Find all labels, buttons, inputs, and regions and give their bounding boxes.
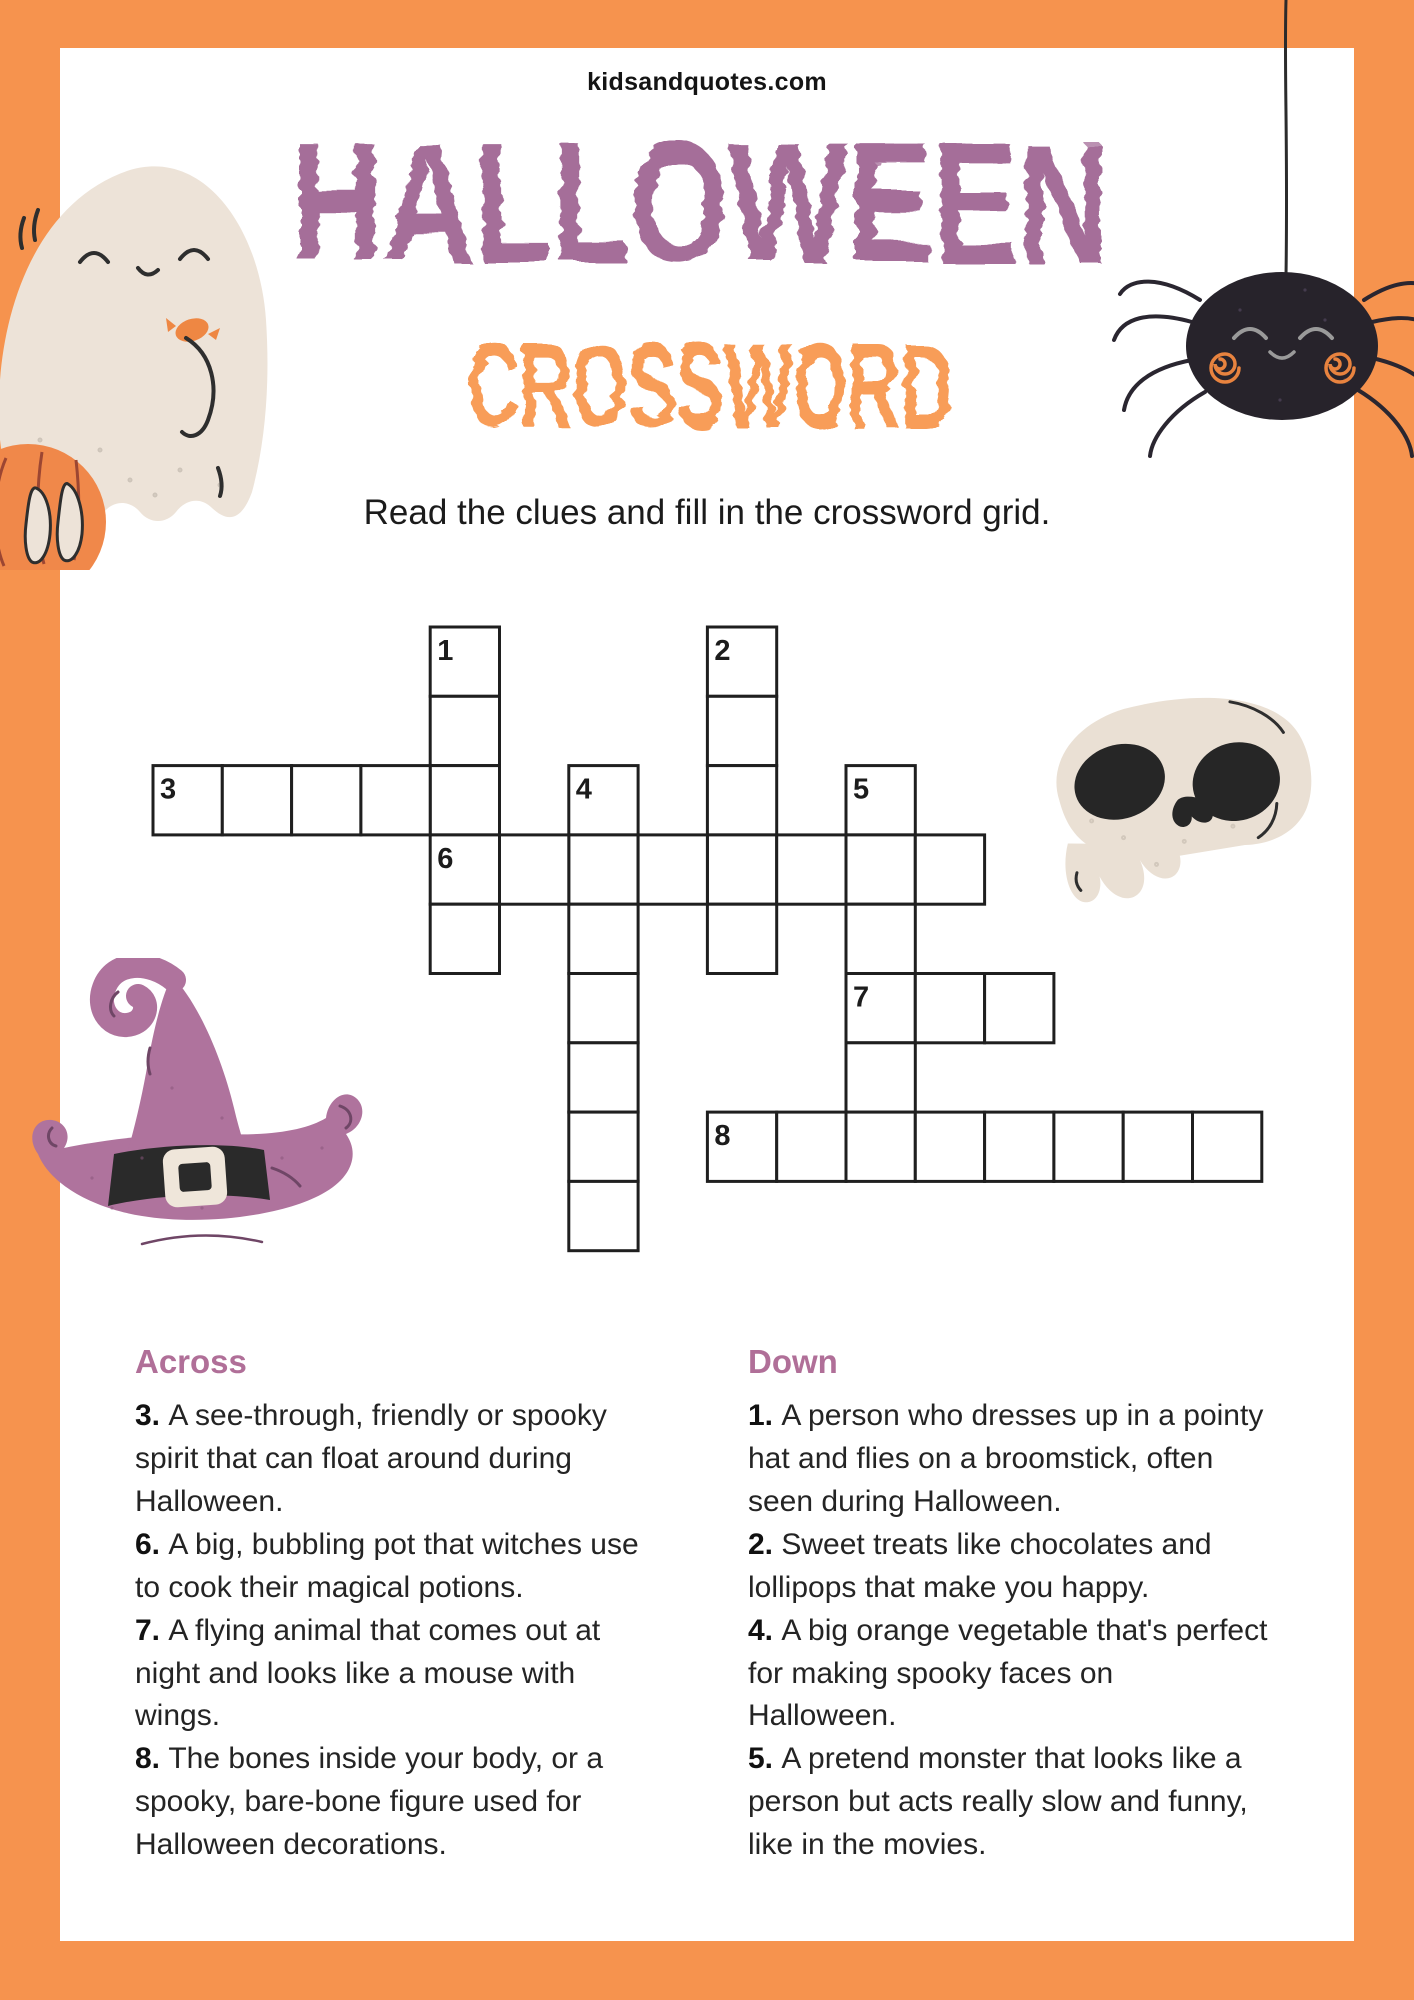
- clue-item: 3. A see-through, friendly or spooky spirit that can float around during Halloween.: [135, 1399, 607, 1518]
- grid-cell: [569, 1112, 638, 1181]
- grid-cell: [569, 904, 638, 973]
- grid-cell: [985, 974, 1054, 1043]
- skull-icon: [1030, 692, 1322, 910]
- down-clues: [748, 1395, 1268, 1867]
- grid-cell: [777, 835, 846, 904]
- grid-cell: [777, 1112, 846, 1181]
- grid-cell: [707, 766, 776, 835]
- witch-hat-icon: [22, 958, 370, 1273]
- grid-cell: [985, 1112, 1054, 1181]
- grid-cell: [846, 1043, 915, 1112]
- grid-cell: [846, 835, 915, 904]
- across-header: Across: [135, 1343, 247, 1380]
- grid-number: 5: [853, 773, 870, 806]
- grid-cell: [430, 766, 499, 835]
- ghost-icon: [0, 140, 290, 570]
- spider-icon: [1100, 0, 1414, 470]
- grid-cell: [569, 835, 638, 904]
- across-clues: [135, 1395, 647, 1867]
- grid-cell: [707, 696, 776, 765]
- grid-number: 6: [437, 842, 454, 875]
- grid-cell: [569, 974, 638, 1043]
- clue-item: 4. A big orange vegetable that's perfect for making spooky faces on Halloween.: [748, 1613, 1268, 1733]
- grid-cell: [915, 1112, 984, 1181]
- grid-cell: [638, 835, 707, 904]
- clue-item: 8. The bones inside your body, or a spooky, bare-bone figure used for Halloween decorations.: [135, 1742, 604, 1862]
- grid-cell: [1123, 1112, 1192, 1181]
- page-subtitle: CROSSWORD: [467, 318, 953, 454]
- grid-cell: [500, 835, 569, 904]
- grid-cell: [707, 904, 776, 973]
- down-header: Down: [748, 1343, 838, 1380]
- grid-cell: [846, 1112, 915, 1181]
- grid-cell: [1054, 1112, 1123, 1181]
- clue-item: 7. A flying animal that comes out at night and looks like a mouse with wings.: [135, 1613, 601, 1733]
- grid-cell: [361, 766, 430, 835]
- grid-number: 2: [714, 635, 731, 667]
- across-section: [135, 1338, 647, 1867]
- clue-item: 5. A pretend monster that looks like a person but acts really slow and funny, like in the movies.: [748, 1742, 1248, 1862]
- down-section: [748, 1338, 1268, 1867]
- grid-cell: [707, 835, 776, 904]
- instruction-text: Read the clues and fill in the crossword grid.: [363, 493, 1051, 532]
- grid-cell: [915, 835, 984, 904]
- spider-thread-line: [1285, 0, 1286, 276]
- grid-cell: [915, 974, 984, 1043]
- grid-cell: [430, 696, 499, 765]
- grid-cell: [292, 766, 361, 835]
- page-title: HALLOWEEN: [291, 107, 1109, 299]
- grid-number: 1: [437, 635, 454, 667]
- grid-cell: [430, 904, 499, 973]
- clue-item: 6. A big, bubbling pot that witches use to cook their magical potions.: [135, 1527, 639, 1604]
- grid-number: 8: [714, 1120, 731, 1153]
- grid-cell: [1193, 1112, 1262, 1181]
- grid-cell: [569, 1181, 638, 1250]
- grid-cell: [569, 1043, 638, 1112]
- grid-cell: [222, 766, 291, 835]
- grid-number: 7: [853, 981, 870, 1014]
- clue-item: 1. A person who dresses up in a pointy hat and flies on a broomstick, often seen during Halloween.: [748, 1399, 1264, 1518]
- grid-number: 4: [575, 773, 592, 806]
- grid-number: 3: [160, 773, 177, 806]
- grid-cell: [846, 904, 915, 973]
- site-url: kidsandquotes.com: [587, 68, 827, 96]
- clue-item: 2. Sweet treats like chocolates and lollipops that make you happy.: [748, 1527, 1212, 1604]
